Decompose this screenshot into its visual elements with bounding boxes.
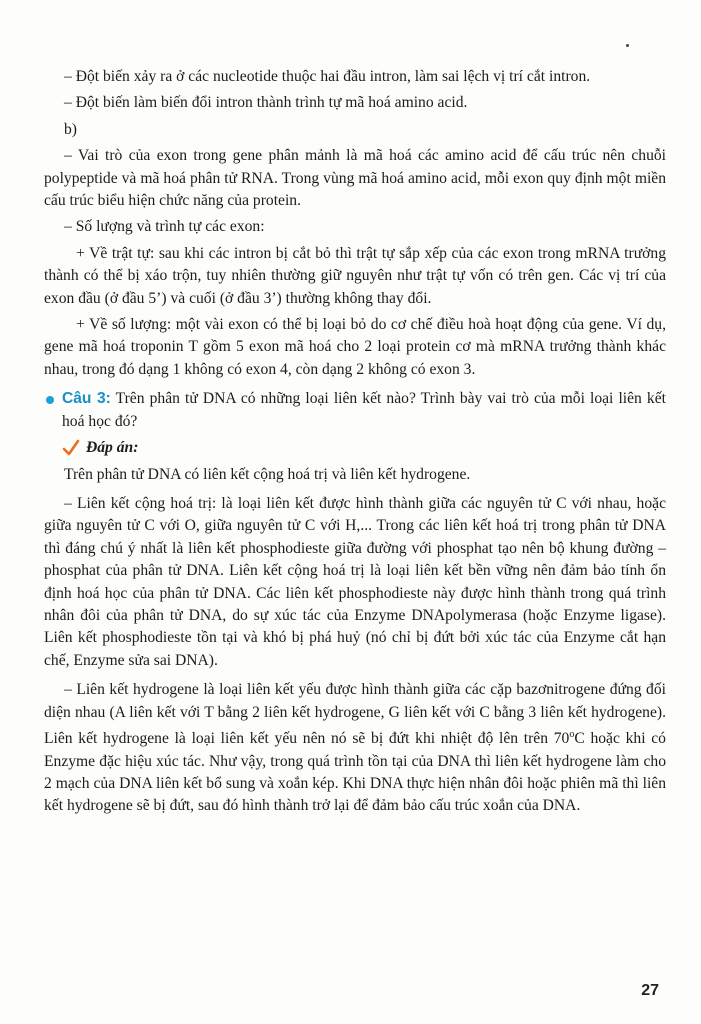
paragraph-covalent-bond: – Liên kết cộng hoá trị: là loại liên kết được hình thành giữa các nguyên tử C với nhau, hoặc giữa nguyên tử C với O, giữa nguyên tử C với H,... Trong các liên kết hoá trị trong phân tử DNA thì đáng chú ý nhất là liên kết phosphodieste giữa đường với phosphat tạo nên bộ khung đường – phosphat của phân tử DNA. Liên kết cộng hoá trị là loại liên kết bền vững nên đảm bảo tính ổn định hoá học của phân tử DNA. Các liên kết phosphodieste này được hình thành trong quá trình nhân đôi của phân tử DNA, do sự xúc tác của Enzyme DNApolymerasa (hoặc Enzyme ligase). Liên kết phosphodieste tồn tại và khó bị phá huỷ (nó chỉ bị đứt bởi xúc tác của Enzyme cắt hạn chế, Enzyme sửa sai DNA). [44, 494, 666, 669]
check-icon [62, 439, 80, 457]
answer-label: Đáp án: [86, 439, 139, 457]
paragraph-exon-number: + Về số lượng: một vài exon có thể bị loại bỏ do cơ chế điều hoà hoạt động của gene. Ví dụ, gene mã hoá troponin T gồm 5 exon mã hoá cho 2 loại protein cơ mà mRNA trưởng thành khác nhau, trong đó dạng 1 không có exon 4, còn dạng 2 không có exon 3. [44, 316, 666, 378]
degree-superscript: o [569, 728, 575, 740]
answer-intro: Trên phân tử DNA có liên kết cộng hoá trị và liên kết hydrogene. [64, 465, 471, 483]
paragraph-hydrogen-bond [44, 679, 666, 818]
page-number: 27 [641, 982, 659, 999]
paragraph-exon-role: – Vai trò của exon trong gene phân mảnh là mã hoá các amino acid để cấu trúc nên chuỗi polypeptide và mã hoá phân tử RNA. Trong vùng mã hoá amino acid, mỗi exon quy định một miền cấu trúc biểu hiện chức năng của protein. [44, 147, 666, 210]
bullet-icon [46, 396, 54, 404]
question-3 [44, 388, 666, 433]
hydrogen-text-part-2: C hoặc khi có Enzyme đặc hiệu xúc tác. Như vậy, trong quá trình tồn tại của DNA thì liên kết hydrogene làm cho 2 mạch của DNA liên kết bổ sung và xoắn kép. Khi DNA thực hiện nhân đôi hoặc phiên mã thì liên kết hydrogene sẽ bị đứt, sau đó hình thành trở lại để đảm bảo cấu trúc xoắn của DNA. [44, 730, 666, 815]
hydrogen-text-part-1: – Liên kết hydrogene là loại liên kết yếu được hình thành giữa các cặp bazơnitrogene đứng đối diện nhau (A liên kết với T bằng 2 liên kết hydrogene, G liên kết với C bằng 3 liên kết hydrogene). Liên kết hydrogene là loại liên kết yếu nên nó sẽ bị đứt khi nhiệt độ lên trên 70 [44, 681, 666, 748]
question-text: Trên phân tử DNA có những loại liên kết nào? Trình bày vai trò của mỗi loại liên kết hoá học đó? [62, 390, 666, 430]
answer-heading [44, 437, 666, 459]
paragraph-intron-mutation-2: – Đột biến làm biến đổi intron thành trình tự mã hoá amino acid. [64, 94, 468, 112]
margin-dot [626, 44, 629, 47]
paragraph-exon-count-heading: – Số lượng và trình tự các exon: [64, 218, 265, 236]
paragraph-intron-mutation-1: – Đột biến xảy ra ở các nucleotide thuộc hai đầu intron, làm sai lệch vị trí cắt intron. [64, 68, 591, 85]
question-label: Câu 3: [62, 390, 111, 408]
part-b-label: b) [64, 120, 77, 138]
paragraph-exon-order: + Về trật tự: sau khi các intron bị cắt bỏ thì trật tự sắp xếp của các exon trong mRNA trưởng thành có thể bị xáo trộn, tuy nhiên thường giữ nguyên như trật tự vốn có trên gen. Các vị trí của exon đầu (ở đầu 5’) và cuối (ở đầu 3’) thường không thay đổi. [44, 244, 666, 307]
page-content [44, 66, 666, 818]
